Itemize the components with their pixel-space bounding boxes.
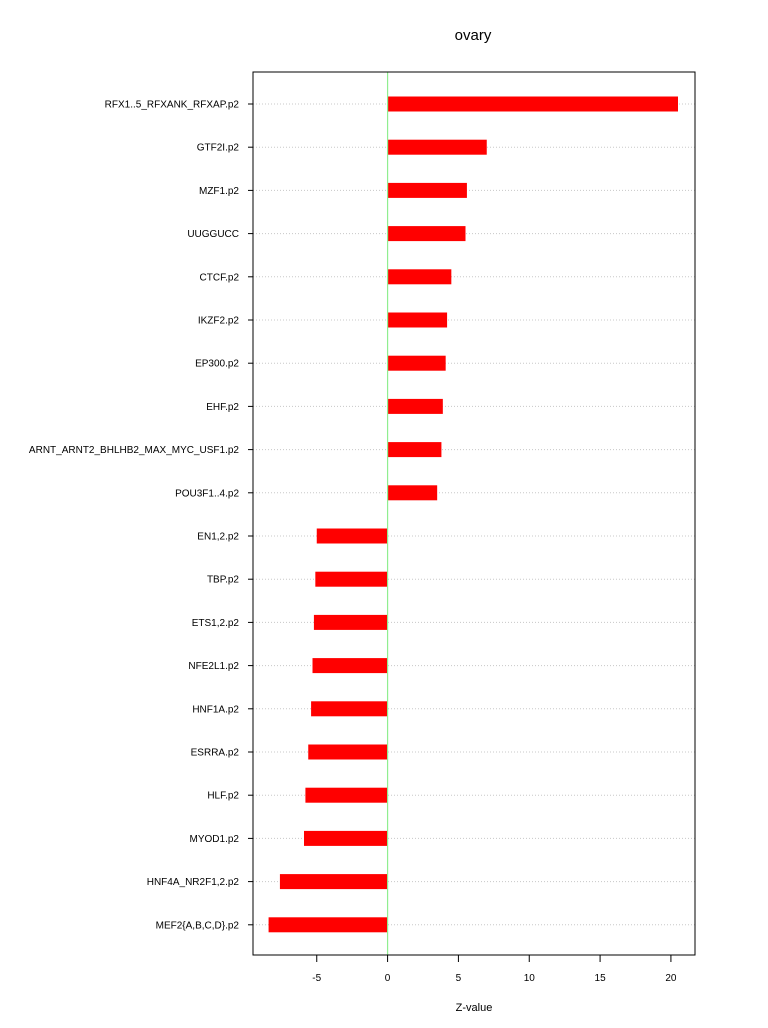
- category-label: ESRRA.p2: [190, 747, 239, 759]
- bar: [388, 226, 466, 241]
- category-label: EN1,2.p2: [197, 531, 239, 543]
- bar: [388, 97, 678, 112]
- bar: [388, 269, 452, 284]
- bar: [388, 140, 487, 155]
- category-label: NFE2L1.p2: [188, 661, 239, 673]
- plot-frame: [253, 72, 695, 955]
- x-axis: [312, 955, 677, 984]
- x-tick-label: 10: [523, 973, 535, 984]
- bar: [311, 701, 388, 716]
- bar: [388, 356, 446, 371]
- bar: [269, 917, 388, 932]
- bar: [315, 572, 387, 587]
- x-tick-label: -5: [312, 973, 322, 984]
- bar: [388, 485, 438, 500]
- category-label: ETS1,2.p2: [191, 617, 239, 629]
- x-tick-label: 0: [384, 973, 391, 984]
- bars: [269, 97, 678, 933]
- bar: [388, 399, 443, 414]
- category-label: IKZF2.p2: [197, 315, 239, 327]
- category-label: GTF2I.p2: [196, 142, 239, 154]
- chart-title: ovary: [454, 27, 492, 44]
- category-label: MEF2{A,B,C,D}.p2: [155, 920, 239, 932]
- bar: [308, 745, 387, 760]
- category-label: TBP.p2: [206, 574, 239, 586]
- category-label: UUGGUCC: [187, 229, 239, 241]
- category-label: HLF.p2: [207, 790, 239, 802]
- bar: [388, 442, 442, 457]
- category-label: MYOD1.p2: [189, 833, 239, 845]
- x-tick-label: 15: [594, 973, 606, 984]
- bar: [305, 788, 387, 803]
- bar: [314, 615, 388, 630]
- bar: [304, 831, 388, 846]
- bar: [388, 313, 448, 328]
- category-label: HNF4A_NR2F1,2.p2: [146, 877, 239, 889]
- category-label: ARNT_ARNT2_BHLHB2_MAX_MYC_USF1.p2: [28, 445, 239, 457]
- category-label: EP300.p2: [195, 358, 239, 370]
- category-label: MZF1.p2: [198, 185, 239, 197]
- category-label: POU3F1..4.p2: [175, 488, 239, 500]
- bar: [280, 874, 388, 889]
- x-axis-label: Z-value: [455, 1002, 493, 1014]
- x-tick-label: 5: [455, 973, 462, 984]
- category-label: RFX1..5_RFXANK_RFXAP.p2: [104, 99, 239, 111]
- category-label: CTCF.p2: [199, 272, 239, 284]
- bar: [388, 183, 467, 198]
- bar: [313, 658, 388, 673]
- bar: [317, 529, 388, 544]
- category-label: EHF.p2: [206, 401, 239, 413]
- category-labels: [29, 100, 253, 932]
- category-label: HNF1A.p2: [192, 704, 239, 716]
- x-tick-label: 20: [665, 973, 677, 984]
